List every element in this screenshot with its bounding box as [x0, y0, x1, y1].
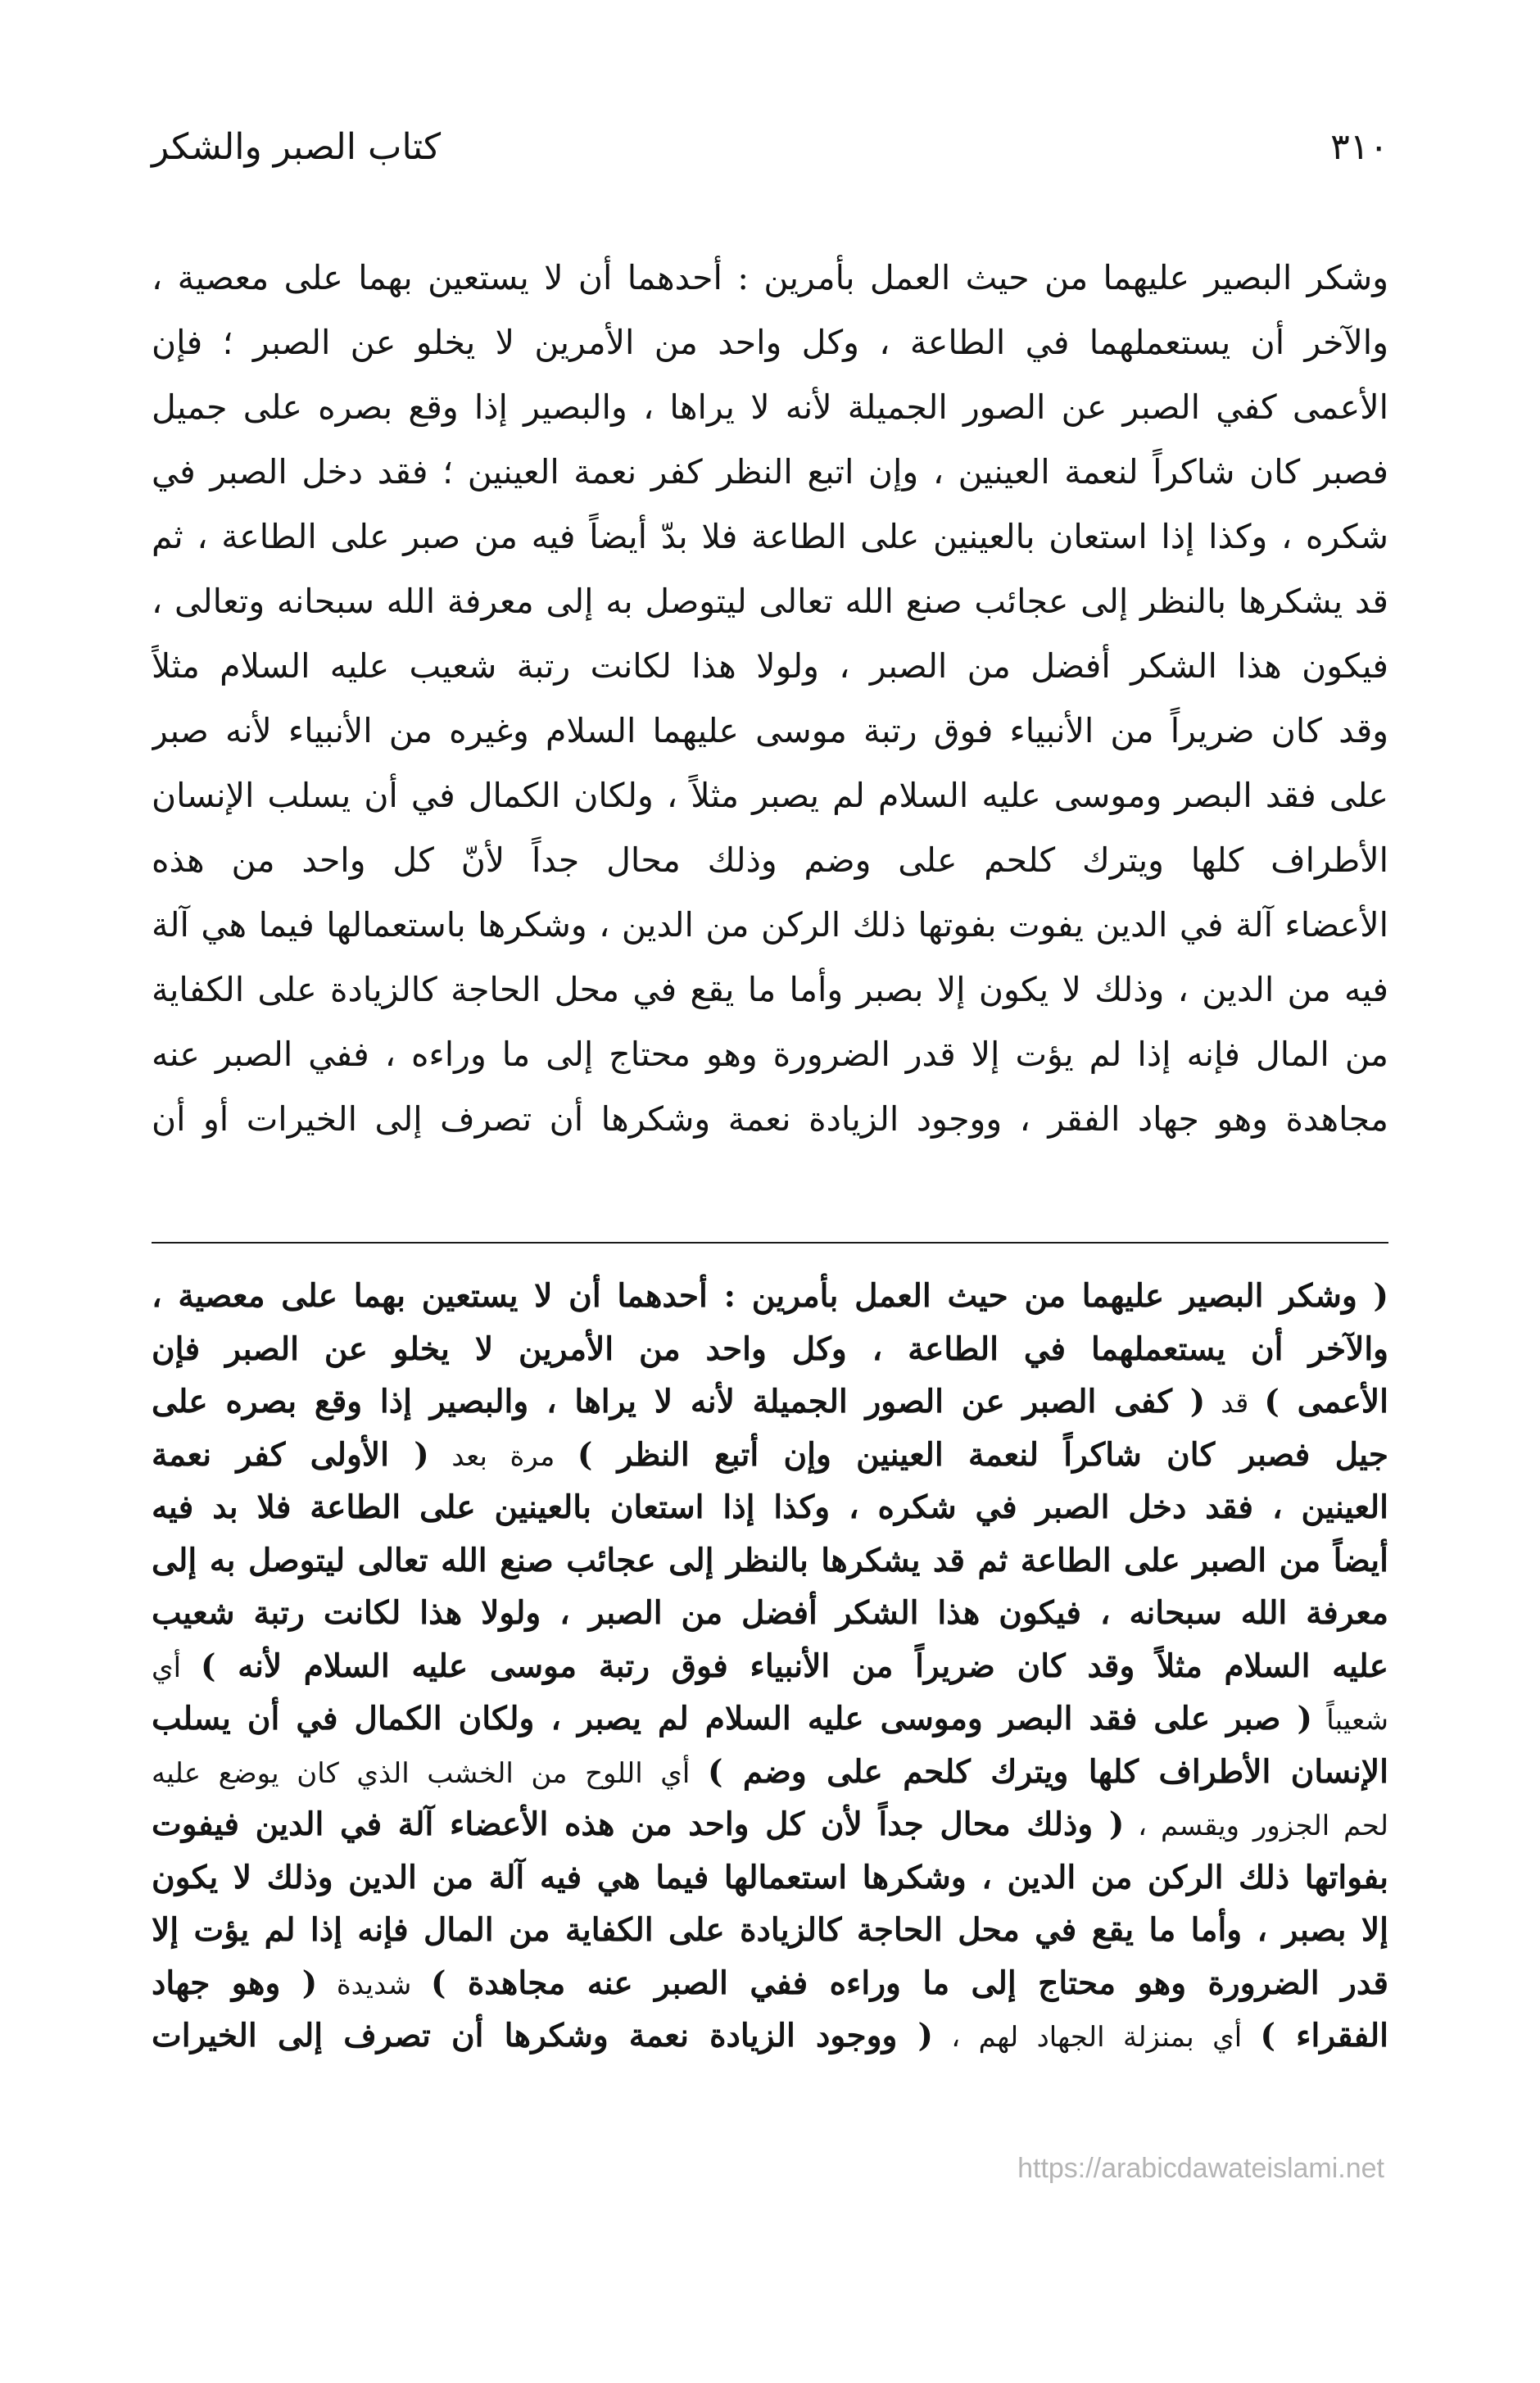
footnote-separator-line — [152, 1242, 1388, 1244]
quoted-text-segment: الإنسان الأطراف كلها ويترك كلحم على وضم ) — [707, 1752, 1388, 1791]
commentary-line — [152, 1429, 1388, 1482]
quoted-text-segment: ( وذلك محال جداً لأن كل واحد من هذه الأعضاء آلة في الدين فيفوت — [152, 1805, 1125, 1843]
commentary-line — [152, 1640, 1388, 1693]
commentary-line — [152, 1323, 1388, 1376]
commentary-line — [152, 1692, 1388, 1746]
main-text-line: الأطراف كلها ويترك كلحم على وضم وذلك محال جداً لأنّ كل واحد من هذه — [152, 840, 1388, 880]
main-text-line: مجاهدة وهو جهاد الفقر ، ووجود الزيادة نعمة وشكرها أن تصرف إلى الخيرات أو أن — [152, 1099, 1388, 1139]
explanation-text-segment: أي اللوح من الخشب الذي كان يوضع عليه — [152, 1756, 708, 1790]
quoted-text-segment: الفقراء ) — [1260, 2017, 1388, 2055]
explanation-text-segment: شعيباً — [1311, 1704, 1388, 1737]
quoted-text-segment: إلا بصبر ، وأما ما يقع في محل الحاجة كالزيادة على الكفاية من المال فإنه إذا لم يؤت إلا — [152, 1911, 1388, 1949]
commentary-line — [152, 1957, 1388, 2010]
quoted-text-segment: ( وشكر البصير عليهما من حيث العمل بأمرين : أحدهما أن لا يستعين بهما على معصية ، — [152, 1277, 1388, 1315]
quoted-text-segment: العينين ، فقد دخل الصبر في شكره ، وكذا إذا استعان بالعينين على الطاعة فلا بد فيه — [152, 1488, 1388, 1526]
commentary-block — [152, 1270, 1388, 2063]
main-text-line: قد يشكرها بالنظر إلى عجائب صنع الله تعالى ليتوصل به إلى معرفة الله سبحانه وتعالى ، — [152, 582, 1388, 621]
explanation-text-segment: قد — [1205, 1387, 1265, 1420]
main-text-line: من المال فإنه إذا لم يؤت إلا قدر الضرورة وهو محتاج إلى ما وراءه ، ففي الصبر عنه — [152, 1035, 1388, 1074]
commentary-line — [152, 1481, 1388, 1534]
commentary-line — [152, 1587, 1388, 1640]
quoted-text-segment: ( ووجود الزيادة نعمة وشكرها أن تصرف إلى الخيرات — [152, 2017, 933, 2055]
book-title: كتاب الصبر والشكر — [152, 126, 442, 168]
main-text-block — [152, 246, 1388, 1152]
main-text-line: فيكون هذا الشكر أفضل من الصبر ، ولولا هذا لكانت رتبة شعيب عليه السلام مثلاً — [152, 646, 1388, 686]
commentary-line — [152, 1851, 1388, 1905]
quoted-text-segment: ( صبر على فقد البصر وموسى عليه السلام لم يصبر ، ولكان الكمال في أن يسلب — [152, 1700, 1312, 1737]
commentary-line — [152, 1746, 1388, 1799]
quoted-text-segment: جيل فصبر كان شاكراً لنعمة العينين وإن أتبع النظر ) — [577, 1435, 1388, 1474]
commentary-line — [152, 1904, 1388, 1957]
explanation-text-segment: شديدة — [317, 1968, 431, 2001]
page-number: ٣١٠ — [1330, 126, 1388, 168]
quoted-text-segment: ( الأولى كفر نعمة — [152, 1435, 429, 1474]
commentary-line — [152, 2009, 1388, 2063]
quoted-text-segment: قدر الضرورة وهو محتاج إلى ما وراءه ففي الصبر عنه مجاهدة ) — [430, 1964, 1388, 2002]
main-text-line: وشكر البصير عليهما من حيث العمل بأمرين : أحدهما أن لا يستعين بهما على معصية ، — [152, 258, 1388, 297]
main-text-line: شكره ، وكذا إذا استعان بالعينين على الطاعة فلا بدّ أيضاً فيه من صبر على الطاعة ، ثم — [152, 517, 1388, 556]
quoted-text-segment: الأعمى ) — [1264, 1383, 1388, 1420]
running-header — [152, 123, 1388, 180]
main-text-line: الأعضاء آلة في الدين يفوت بفوتها ذلك الركن من الدين ، وشكرها باستعمالها فيما هي آلة — [152, 905, 1388, 945]
main-text-line: والآخر أن يستعملهما في الطاعة ، وكل واحد من الأمرين لا يخلو عن الصبر ؛ فإن — [152, 323, 1388, 362]
quoted-text-segment: عليه السلام مثلاً وقد كان ضريراً من الأنبياء فوق رتبة موسى عليه السلام لأنه ) — [200, 1647, 1388, 1685]
quoted-text-segment: معرفة الله سبحانه ، فيكون هذا الشكر أفضل من الصبر ، ولولا هذا لكانت رتبة شعيب — [152, 1594, 1388, 1632]
main-text-line: وقد كان ضريراً من الأنبياء فوق رتبة موسى عليهما السلام وغيره من الأنبياء لأنه صبر — [152, 711, 1388, 750]
main-text-line: فيه من الدين ، وذلك لا يكون إلا بصبر وأما ما يقع في محل الحاجة كالزيادة على الكفاية — [152, 970, 1388, 1009]
explanation-text-segment: أي بمنزلة الجهاد لهم ، — [932, 2021, 1261, 2054]
main-text-line: الأعمى كفي الصبر عن الصور الجميلة لأنه لا يراها ، والبصير إذا وقع بصره على جميل — [152, 387, 1388, 427]
commentary-line — [152, 1798, 1388, 1851]
quoted-text-segment: والآخر أن يستعملهما في الطاعة ، وكل واحد من الأمرين لا يخلو عن الصبر فإن — [152, 1330, 1388, 1368]
explanation-text-segment: لحم الجزور ويقسم ، — [1124, 1810, 1388, 1842]
quoted-text-segment: بفواتها ذلك الركن من الدين ، وشكرها استعمالها فيما هي فيه آلة من الدين وذلك لا يكون — [152, 1858, 1388, 1896]
explanation-text-segment: أي — [152, 1651, 201, 1684]
quoted-text-segment: ( وهو جهاد — [152, 1964, 318, 2002]
quoted-text-segment: ( كفى الصبر عن الصور الجميلة لأنه لا يراها ، والبصير إذا وقع بصره على — [152, 1383, 1206, 1420]
main-text-line: على فقد البصر وموسى عليه السلام لم يصبر مثلاً ، ولكان الكمال في أن يسلب الإنسان — [152, 776, 1388, 815]
commentary-line — [152, 1270, 1388, 1323]
quoted-text-segment: أيضاً من الصبر على الطاعة ثم قد يشكرها بالنظر إلى عجائب صنع الله تعالى ليتوصل به إلى — [152, 1541, 1388, 1579]
commentary-line — [152, 1534, 1388, 1588]
main-text-line: فصبر كان شاكراً لنعمة العينين ، وإن اتبع النظر كفر نعمة العينين ؛ فقد دخل الصبر في — [152, 452, 1388, 492]
watermark-url: https://arabicdawateislami.net — [1017, 2153, 1384, 2184]
explanation-text-segment: مرة بعد — [428, 1439, 578, 1473]
commentary-line — [152, 1375, 1388, 1429]
